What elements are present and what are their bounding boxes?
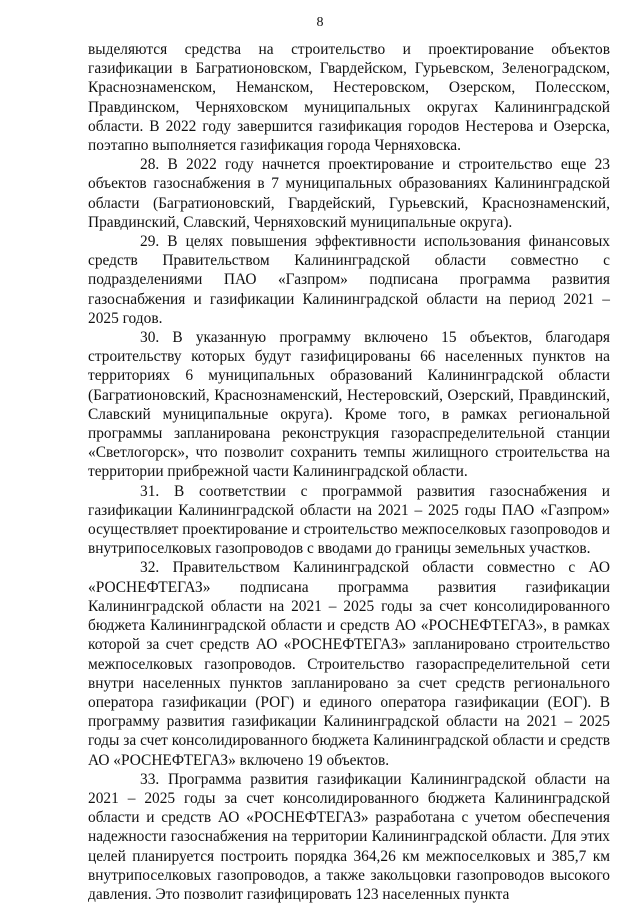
paragraph-29: 29. В целях повышения эффективности использования финансовых средств Правительством Калининградской области совместно с подразделениями ПАО «Газпром» подписана программа развития газоснабжения и газификации Калининградской области на период 2021 – 2025 годов. <box>88 233 610 327</box>
paragraph-30: 30. В указанную программу включено 15 объектов, благодаря строительству которых будут газифицированы 66 населенных пунктов на территориях 6 муниципальных образований Калининградской области (Багратионовский, Краснознаменский, Нестеровский, Озерский, Правдинский, Славский муниципальные округа). Кроме того, в рамках региональной программы запланирована реконструкция газораспределительной станции «Светлогорск», что позволит сохранить темпы жилищного строительства на территории прибрежной части Калининградской области. <box>88 329 610 481</box>
document-body <box>88 40 610 904</box>
page-number: 8 <box>316 15 324 30</box>
paragraph-31: 31. В соответствии с программой развития газоснабжения и газификации Калининградской области на 2021 – 2025 годы ПАО «Газпром» осуществляет проектирование и строительство межпоселковых газопроводов и внутрипоселковых газопроводов с вводами до границы земельных участков. <box>88 482 610 558</box>
paragraph-33: 33. Программа развития газификации Калининградской области на 2021 – 2025 годы за счет консолидированного бюджета Калининградской области и средств АО «РОСНЕФТЕГАЗ» разработана с учетом обеспечения надежности газоснабжения на территории Калининградской области. Для этих целей планируется построить порядка 364,26 км межпоселковых и 385,7 км внутрипоселковых газопроводов, а также закольцовки газопроводов высокого давления. Это позволит газифицировать 123 населенных пункта <box>88 770 610 903</box>
paragraph-continuation: выделяются средства на строительство и проектирование объектов газификации в Багратионовском, Гвардейском, Гурьевском, Зеленоградском, Краснознаменском, Неманском, Нестеровском, Озерском, Полесском, Правдинском, Черняховском муниципальных округах Калининградской области. В 2022 году завершится газификация городов Нестерова и Озерска, поэтапно выполняется газификация города Черняховска. <box>88 41 610 155</box>
paragraph-28: 28. В 2022 году начнется проектирование и строительство еще 23 объектов газоснабжения в 7 муниципальных образованиях Калининградской области (Багратионовский, Гвардейский, Гурьевский, Краснознаменский, Правдинский, Славский, Черняховский муниципальные округа). <box>88 156 610 231</box>
paragraph-32: 32. Правительством Калининградской области совместно с АО «РОСНЕФТЕГАЗ» подписана программа развития газификации Калининградской области на 2021 – 2025 годы за счет консолидированного бюджета Калининградской области и средств АО «РОСНЕФТЕГАЗ», в рамках которой за счет средств АО «РОСНЕФТЕГАЗ» запланировано строительство межпоселковых газопроводов. Строительство газораспределительной сети внутри населенных пунктов запланировано за счет средств регионального оператора газификации (РОГ) и единого оператора газификации (ЕОГ). В программу развития газификации Калининградской области на 2021 – 2025 годы за счет консолидированного бюджета Калининградской области и средств АО «РОСНЕФТЕГАЗ» включено 19 объектов. <box>88 559 610 769</box>
